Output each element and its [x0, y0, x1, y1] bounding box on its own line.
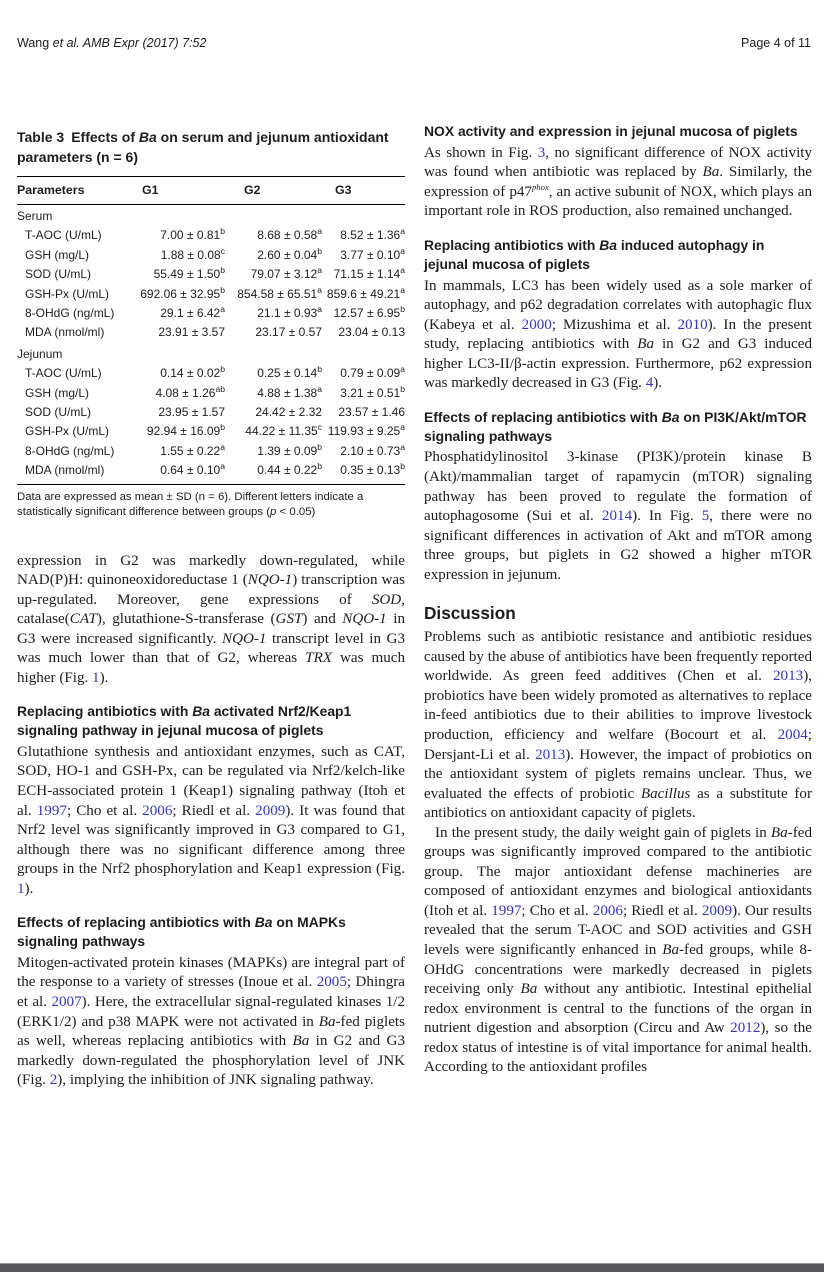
page-header: [17, 36, 811, 50]
significance-letter: b: [220, 364, 225, 375]
value-cell: 2.60 ± 0.04$^b$: [257, 245, 322, 262]
value-cell: 0.44 ± 0.22$^b$: [257, 461, 322, 478]
running-citation: Wang et al. AMB Expr (2017) 7:52: [17, 36, 207, 50]
table-row: [17, 226, 405, 245]
table-row: [17, 384, 405, 403]
table-row: [17, 246, 405, 265]
citation-link[interactable]: 2009: [255, 802, 286, 819]
citation-link[interactable]: 1997: [36, 802, 67, 819]
value-cell: 1.55 ± 0.22$^a$: [160, 441, 225, 458]
parameter-cell: 8-OHdG (ng/mL): [25, 443, 115, 458]
significance-letter: ab: [215, 383, 225, 394]
citation-link[interactable]: 1997: [491, 902, 522, 919]
value-cell: 21.1 ± 0.93$^a$: [257, 304, 322, 321]
paragraph-nrf2-keap1: Glutathione synthesis and antioxidant enzymes, such as CAT, SOD, HO-1 and GSH-Px, can be regulated via Nrf2/kelch-like ECH-associated protein 1 (Keap1) signaling pathway (Itoh et al. 1997; Cho et al. 2006; Riedl et al. 2009). It was found that Nrf2 level was significantly improved in G3 compared to G1, although there was no significant difference among three groups in the Nrf2 phosphorylation and Keap1 expression (Fig. 1).: [17, 743, 405, 897]
value-cell: 92.94 ± 16.09$^b$: [146, 422, 225, 439]
citation-link[interactable]: 2000: [521, 316, 552, 333]
table-row: [17, 285, 405, 304]
value-cell: 29.1 ± 6.42$^a$: [160, 304, 225, 321]
significance-letter: a: [400, 364, 405, 375]
paragraph-gene-expression: expression in G2 was markedly down-regulated, while NAD(P)H: quinoneoxidoreductase 1 (NQO-1) transcription was up-regulated. Moreover, gene expressions of SOD, catalase(CAT), glutathione-S-transferase (GST) and NQO-1 in G3 were increased significantly. NQO-1 transcript level in G3 was much lower than that of G2, whereas TRX was much higher (Fig. 1).: [17, 552, 406, 686]
table-header-row: [17, 177, 405, 205]
table-3: [17, 176, 405, 481]
significance-letter: c: [220, 245, 225, 256]
table-section-row: [17, 205, 405, 227]
table-row: [17, 323, 405, 342]
significance-letter: b: [317, 245, 322, 256]
value-cell: 44.22 ± 11.35$^c$: [245, 422, 322, 439]
window-bottom-bar: [0, 1263, 824, 1272]
parameter-cell: T-AOC (U/mL): [25, 228, 102, 243]
paragraph-autophagy: In mammals, LC3 has been widely used as a sole marker of autophagy, and p62 degradation correlates with autophagic flux (Kabeya et al. 2000; Mizushima et al. 2010). In the present study, replacing antibiotics with Ba in G2 and G3 induced higher LC3-II/β-actin expression. Furthermore, p62 expression was markedly decreased in G3 (Fig. 4).: [424, 277, 813, 392]
significance-letter: b: [317, 441, 322, 452]
parameter-cell: 8-OHdG (ng/mL): [25, 306, 115, 321]
page-number-label: Page 4 of 11: [741, 36, 811, 50]
parameter-cell: MDA (nmol/ml): [25, 463, 105, 478]
paragraph-discussion-2: In the present study, the daily weight gain of piglets in Ba-fed groups was significantly improved compared to the antibiotic group. The major antioxidant defense machineries are composed of antioxidant enzymes and biological antioxidants (Itoh et al. 1997; Cho et al. 2006; Riedl et al. 2009). Our results revealed that the serum T-AOC and SOD activities and GSH levels were significantly enhanced in Ba-fed groups, while 8-OHdG concentrations were markedly decreased in piglets receiving only Ba without any antibiotic. Intestinal epithelial redox environment is central to the functions of the organ in nutrient digestion and absorption (Circu and Aw 2012), so the redox status of intestine is of vital importance for animal health. According to the antioxidant profiles: [424, 824, 812, 1076]
citation-link[interactable]: 2: [49, 1072, 58, 1089]
significance-letter: a: [220, 304, 225, 315]
citation-link[interactable]: 2014: [601, 508, 633, 525]
value-cell: 24.42 ± 2.32: [255, 405, 322, 420]
citation-link[interactable]: 2005: [316, 974, 347, 991]
table-row: [17, 442, 405, 461]
left-column: [17, 122, 405, 1091]
significance-letter: a: [400, 265, 405, 276]
table-row: [17, 403, 405, 422]
value-cell: 692.06 ± 32.95$^b$: [140, 284, 225, 301]
value-cell: 3.77 ± 0.10$^a$: [340, 245, 405, 262]
value-cell: 854.58 ± 65.51$^a$: [237, 284, 322, 301]
value-cell: 0.35 ± 0.13$^b$: [340, 461, 405, 478]
table-row: [17, 422, 405, 441]
value-cell: 23.04 ± 0.13: [338, 325, 405, 340]
value-cell: 23.17 ± 0.57: [255, 325, 322, 340]
citation-link[interactable]: 4: [645, 375, 654, 392]
value-cell: 1.39 ± 0.09$^b$: [257, 441, 322, 458]
table-row: [17, 364, 405, 383]
value-cell: 23.91 ± 3.57: [158, 325, 225, 340]
citation-link[interactable]: 2009: [701, 902, 733, 919]
significance-letter: a: [400, 422, 405, 433]
significance-letter: a: [400, 226, 405, 237]
heading-nrf2-keap1: Replacing antibiotics with Ba activated Nrf2/Keap1 signaling pathway in jejunal mucosa of piglets: [17, 703, 352, 739]
value-cell: 71.15 ± 1.14$^a$: [333, 265, 405, 282]
value-cell: 4.08 ± 1.26$^{ab}$: [155, 383, 225, 400]
heading-autophagy: Replacing antibiotics with Ba induced autophagy in jejunal mucosa of piglets: [424, 236, 765, 272]
table-row: [17, 461, 405, 480]
value-cell: 1.88 ± 0.08$^c$: [160, 245, 225, 262]
paragraph-pi3k-akt-mtor: Phosphatidylinositol 3-kinase (PI3K)/protein kinase B (Akt)/mammalian target of rapamycin (mTOR) signaling pathway has been proved to regulate the formation of autophagosome (Sui et al. 2014). In Fig. 5, there were no significant differences in activation of Akt and mTOR among three groups, but piglets in G2 showed a higher mTOR expression in jejunum.: [424, 449, 812, 583]
significance-letter: b: [400, 383, 405, 394]
value-cell: 23.57 ± 1.46: [338, 405, 405, 420]
value-cell: 4.88 ± 1.38$^a$: [257, 383, 322, 400]
value-cell: 0.64 ± 0.10$^a$: [160, 461, 225, 478]
significance-letter: b: [220, 284, 225, 295]
col-header-g3: G3: [322, 177, 405, 205]
significance-letter: a: [317, 304, 322, 315]
value-cell: 3.21 ± 0.51$^b$: [340, 383, 405, 400]
value-cell: 79.07 ± 3.12$^a$: [250, 265, 322, 282]
paragraph-discussion-1: Problems such as antibiotic resistance and antibiotic residues caused by the abuse of antibiotics have been frequently reported worldwide. As green feed additives (Chen et al. 2013), probiotics have been widely promoted as alternatives to replace in-feed antibiotics due to their abilities to improve livestock production, efficiency and welfare (Bocourt et al. 2004; Dersjant-Li et al. 2013). However, the impact of probiotics on the antioxidant system of piglets remains unclear. Thus, we evaluated the effects of probiotic Bacillus as a substitute for antibiotics on antioxidant capacity of piglets.: [424, 629, 813, 822]
significance-letter: b: [400, 304, 405, 315]
paragraph-nox: As shown in Fig. 3, no significant difference of NOX activity was found when antibiotic was replaced by Ba. Similarly, the expression of $p47^{phox}$, an active subunit of NOX, which plays an important role in ROS production, also remained unchanged.: [424, 144, 813, 220]
page-columns: [17, 122, 812, 1091]
value-cell: 7.00 ± 0.81$^b$: [160, 226, 225, 243]
citation-link[interactable]: 2013: [535, 746, 566, 763]
significance-letter: b: [400, 461, 405, 472]
citation-link[interactable]: 2012: [730, 1020, 761, 1037]
table-body: [17, 205, 405, 481]
table-row: [17, 265, 405, 284]
value-cell: 8.68 ± 0.58$^a$: [257, 226, 322, 243]
significance-letter: a: [317, 383, 322, 394]
citation-link[interactable]: 2010: [677, 316, 708, 333]
parameter-cell: GSH-Px (U/mL): [25, 424, 109, 439]
parameter-cell: GSH (mg/L): [25, 247, 90, 262]
value-cell: 0.14 ± 0.02$^b$: [160, 364, 225, 381]
value-cell: 8.52 ± 1.36$^a$: [340, 226, 405, 243]
significance-letter: b: [220, 422, 225, 433]
table-footnote: Data are expressed as mean ± SD (n = 6). Different letters indicate a statistically significant difference between groups (p < 0.05): [17, 484, 405, 521]
parameter-cell: T-AOC (U/mL): [25, 366, 102, 381]
significance-letter: a: [317, 284, 322, 295]
right-column: [424, 122, 812, 1091]
value-cell: 859.6 ± 49.21$^a$: [326, 284, 405, 301]
parameter-cell: SOD (U/mL): [25, 405, 91, 420]
section-label: Serum: [17, 209, 53, 223]
table-section-row: [17, 343, 405, 364]
value-cell: 0.25 ± 0.14$^b$: [257, 364, 322, 381]
parameter-cell: SOD (U/mL): [25, 267, 91, 282]
significance-letter: a: [400, 284, 405, 295]
significance-letter: c: [317, 422, 322, 433]
table-caption: Table 3 Effects of Ba on serum and jejunum antioxidant parameters (n = 6): [17, 129, 389, 165]
table-row: [17, 304, 405, 323]
citation-link[interactable]: 2013: [773, 668, 804, 685]
value-cell: 0.79 ± 0.09$^a$: [340, 364, 405, 381]
heading-discussion: Discussion: [424, 603, 516, 624]
value-cell: 23.95 ± 1.57: [158, 405, 225, 420]
significance-letter: a: [400, 441, 405, 452]
citation-link[interactable]: 3: [537, 144, 546, 161]
significance-letter: b: [220, 265, 225, 276]
col-header-g1: G1: [133, 177, 225, 205]
heading-pi3k-akt-mtor: Effects of replacing antibiotics with Ba on PI3K/Akt/mTOR signaling pathways: [424, 408, 807, 444]
value-cell: 119.93 ± 9.25$^a$: [327, 422, 405, 439]
section-label: Jejunum: [17, 346, 63, 361]
col-header-g2: G2: [225, 177, 322, 205]
significance-letter: a: [317, 226, 322, 237]
citation-link[interactable]: 2006: [592, 902, 623, 919]
significance-letter: b: [220, 226, 225, 237]
parameter-cell: MDA (nmol/ml): [25, 325, 105, 340]
col-header-parameters: Parameters: [17, 177, 133, 205]
citation-link[interactable]: 2004: [777, 727, 808, 744]
value-cell: 2.10 ± 0.73$^a$: [340, 441, 405, 458]
value-cell: 12.57 ± 6.95$^b$: [333, 304, 405, 321]
citation-link[interactable]: 2007: [51, 993, 82, 1010]
value-cell: 55.49 ± 1.50$^b$: [153, 265, 225, 282]
significance-letter: b: [317, 461, 322, 472]
citation-link[interactable]: 5: [701, 508, 710, 525]
citation-link[interactable]: 1: [17, 880, 25, 897]
heading-nox: NOX activity and expression in jejunal mucosa of piglets: [424, 123, 798, 139]
parameter-cell: GSH (mg/L): [25, 385, 90, 400]
paragraph-mapks: Mitogen-activated protein kinases (MAPKs) are integral part of the response to a variety of stresses (Inoue et al. 2005; Dhingra et al. 2007). Here, the extracellular signal-regulated kinases 1/2 (ERK1/2) and p38 MAPK were not activated in Ba-fed piglets as well, whereas replacing antibiotics with Ba in G2 and G3 markedly down-regulated the phosphorylation level of JNK (Fig. 2), implying the inhibition of JNK signaling pathway.: [17, 954, 405, 1089]
parameter-cell: GSH-Px (U/mL): [25, 286, 109, 301]
citation-link[interactable]: 1: [92, 669, 100, 686]
significance-letter: a: [220, 441, 225, 452]
significance-letter: a: [400, 245, 405, 256]
citation-link[interactable]: 2006: [142, 802, 173, 819]
significance-letter: b: [317, 364, 322, 375]
significance-letter: a: [317, 265, 322, 276]
significance-letter: a: [220, 461, 225, 472]
heading-mapks: Effects of replacing antibiotics with Ba on MAPKs signaling pathways: [17, 914, 346, 950]
